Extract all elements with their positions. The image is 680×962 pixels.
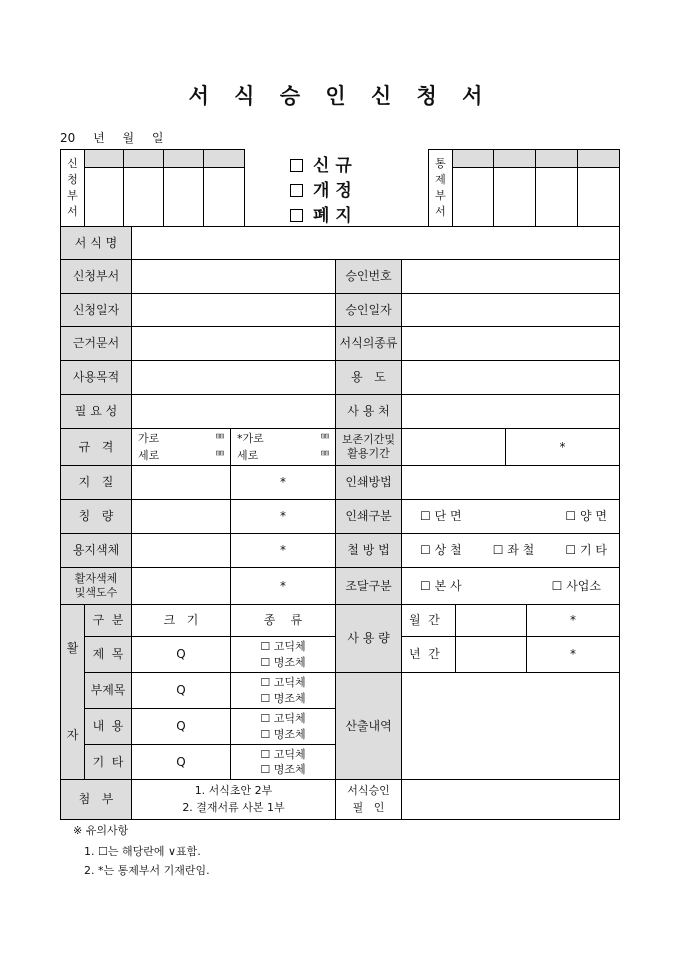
form-name-field[interactable] xyxy=(131,226,620,260)
option-gothic[interactable]: ☐ 고딕체 xyxy=(260,712,306,726)
control-dept-sign-3[interactable] xyxy=(535,167,578,227)
request-dept-sign-2[interactable] xyxy=(123,167,164,227)
label-printing-method: 인쇄방법 xyxy=(335,465,402,500)
label-content-row: 내 용 xyxy=(84,708,132,745)
label-attachment: 첨 부 xyxy=(60,779,132,820)
title-font-field[interactable] xyxy=(230,636,336,673)
label-typeface: 활 자 xyxy=(60,604,85,780)
necessity-field[interactable] xyxy=(131,394,336,429)
retention-field[interactable] xyxy=(401,428,506,466)
content-size-field[interactable]: Q xyxy=(131,708,231,745)
label-form-name: 서 식 명 xyxy=(60,226,132,260)
control-dept-head-4 xyxy=(577,149,620,168)
control-dept-head-2 xyxy=(493,149,536,168)
form-kind-field[interactable] xyxy=(401,326,620,361)
option-single-side[interactable]: ☐ 단 면 xyxy=(420,509,462,523)
procurement-field[interactable] xyxy=(401,567,620,605)
paper-control-field[interactable]: * xyxy=(230,465,336,500)
label-procurement: 조달구분 xyxy=(335,567,402,605)
control-dept-head-3 xyxy=(535,149,578,168)
option-revise[interactable]: 개 정 xyxy=(290,176,352,201)
date-line: 20 년 월 일 xyxy=(60,131,164,145)
option-top-bind[interactable]: ☐ 상 철 xyxy=(420,543,462,557)
request-dept-sign-3[interactable] xyxy=(163,167,204,227)
label-kind: 종 류 xyxy=(230,604,336,637)
note-item-1: 1. ☐는 해당란에 ∨표함. xyxy=(84,845,201,858)
label-title-row: 제 목 xyxy=(84,636,132,673)
label-usage: 용 도 xyxy=(335,360,402,395)
usage-purpose-field[interactable] xyxy=(131,360,336,395)
subtitle-font-field[interactable] xyxy=(230,672,336,709)
request-dept-head-1 xyxy=(84,149,124,168)
label-paper-color: 용지색체 xyxy=(60,533,132,568)
label-monthly: 월 간 xyxy=(401,604,456,637)
label-calculation: 산출내역 xyxy=(335,672,402,780)
type-color-field[interactable] xyxy=(131,567,231,605)
request-date-field[interactable] xyxy=(131,293,336,327)
paper-field[interactable] xyxy=(131,465,231,500)
option-head-office[interactable]: ☐ 본 사 xyxy=(420,578,462,593)
spec-control-field[interactable]: *가로 ㎜ 세로 ㎜ xyxy=(230,428,336,466)
user-field[interactable] xyxy=(401,394,620,429)
type-color-control-field[interactable]: * xyxy=(230,567,336,605)
title-size-field[interactable]: Q xyxy=(131,636,231,673)
label-paper: 지 질 xyxy=(60,465,132,500)
label-necessity: 필 요 성 xyxy=(60,394,132,429)
checkbox-icon[interactable] xyxy=(290,159,303,172)
monthly-control-field[interactable]: * xyxy=(526,604,620,637)
request-dept-field[interactable] xyxy=(131,259,336,294)
label-subtitle-row: 부제목 xyxy=(84,672,132,709)
label-usage-purpose: 사용목적 xyxy=(60,360,132,395)
request-dept-head-3 xyxy=(163,149,204,168)
label-approval-date: 승인일자 xyxy=(335,293,402,327)
label-binding: 철 방 법 xyxy=(335,533,402,568)
label-retention: 보존기간및 활용기간 xyxy=(335,428,402,466)
request-dept-head-4 xyxy=(203,149,245,168)
request-dept-head-2 xyxy=(123,149,164,168)
label-yearly: 년 간 xyxy=(401,636,456,673)
label-spec: 규 격 xyxy=(60,428,132,466)
option-myeongjo[interactable]: ☐ 명조체 xyxy=(260,727,306,741)
label-other-row: 기 타 xyxy=(84,744,132,780)
label-size: 크 기 xyxy=(131,604,231,637)
subtitle-size-field[interactable]: Q xyxy=(131,672,231,709)
label-printing-type: 인쇄구분 xyxy=(335,499,402,534)
weight-control-field[interactable]: * xyxy=(230,499,336,534)
option-double-side[interactable]: ☐ 양 면 xyxy=(565,509,607,523)
page-title: 서 식 승 인 신 청 서 xyxy=(188,83,492,108)
label-basis-doc: 근거문서 xyxy=(60,326,132,361)
printing-type-field[interactable] xyxy=(401,499,620,534)
label-approval-seal: 서식승인 필 인 xyxy=(335,779,402,820)
control-dept-label: 통 제 부 서 xyxy=(428,149,453,227)
label-usage-amount: 사 용 량 xyxy=(335,604,402,673)
yearly-control-field[interactable]: * xyxy=(526,636,620,673)
usage-field[interactable] xyxy=(401,360,620,395)
paper-color-field[interactable] xyxy=(131,533,231,568)
yearly-field[interactable] xyxy=(455,636,527,673)
notes-heading: ※ 유의사항 xyxy=(73,824,129,837)
request-dept-sign-1[interactable] xyxy=(84,167,124,227)
option-gothic[interactable]: ☐ 고딕체 xyxy=(260,676,306,690)
control-dept-sign-2[interactable] xyxy=(493,167,536,227)
label-form-kind: 서식의종류 xyxy=(335,326,402,361)
content-font-field[interactable] xyxy=(230,708,336,745)
basis-doc-field[interactable] xyxy=(131,326,336,361)
note-item-2: 2. *는 통제부서 기재란임. xyxy=(84,864,210,877)
option-branch-office[interactable]: ☐ 사업소 xyxy=(551,578,601,593)
label-division: 구 분 xyxy=(84,604,132,637)
approval-no-field[interactable] xyxy=(401,259,620,294)
label-approval-no: 승인번호 xyxy=(335,259,402,294)
binding-field[interactable] xyxy=(401,533,620,568)
spec-field[interactable]: 가로 ㎜ 세로 ㎜ xyxy=(131,428,231,466)
option-myeongjo[interactable]: ☐ 명조체 xyxy=(260,763,306,776)
attachment-field: 1. 서식초안 2부 2. 결재서류 사본 1부 xyxy=(131,779,336,820)
weight-field[interactable] xyxy=(131,499,231,534)
option-gothic[interactable]: ☐ 고딕체 xyxy=(260,640,306,654)
checkbox-icon[interactable] xyxy=(290,209,303,222)
label-weight: 칭 량 xyxy=(60,499,132,534)
label-user: 사 용 처 xyxy=(335,394,402,429)
calculation-field[interactable] xyxy=(401,672,620,780)
option-new[interactable]: 신 규 xyxy=(290,151,352,176)
printing-method-field[interactable] xyxy=(401,465,620,500)
monthly-field[interactable] xyxy=(455,604,527,637)
request-dept-sign-4[interactable] xyxy=(203,167,245,227)
approval-date-field[interactable] xyxy=(401,293,620,327)
control-dept-head-1 xyxy=(452,149,494,168)
checkbox-icon[interactable] xyxy=(290,184,303,197)
type-options xyxy=(290,151,410,225)
approval-seal-field[interactable] xyxy=(401,779,620,820)
control-dept-sign-1[interactable] xyxy=(452,167,494,227)
paper-color-control-field[interactable]: * xyxy=(230,533,336,568)
retention-control-field[interactable]: * xyxy=(505,428,620,466)
label-request-date: 신청일자 xyxy=(60,293,132,327)
option-myeongjo[interactable]: ☐ 명조체 xyxy=(260,691,306,705)
other-font-field[interactable] xyxy=(230,744,336,780)
option-left-bind[interactable]: ☐ 좌 철 xyxy=(492,543,535,557)
other-size-field[interactable]: Q xyxy=(131,744,231,780)
label-request-dept: 신청부서 xyxy=(60,259,132,294)
request-dept-label: 신 청 부 서 xyxy=(60,149,85,227)
option-other-bind[interactable]: ☐ 기 타 xyxy=(565,543,607,557)
option-gothic[interactable]: ☐ 고딕체 xyxy=(260,747,306,761)
label-type-color: 활자색체 및색도수 xyxy=(60,567,132,605)
control-dept-sign-4[interactable] xyxy=(577,167,620,227)
option-abolish[interactable]: 폐 지 xyxy=(290,201,352,226)
option-myeongjo[interactable]: ☐ 명조체 xyxy=(260,655,306,669)
